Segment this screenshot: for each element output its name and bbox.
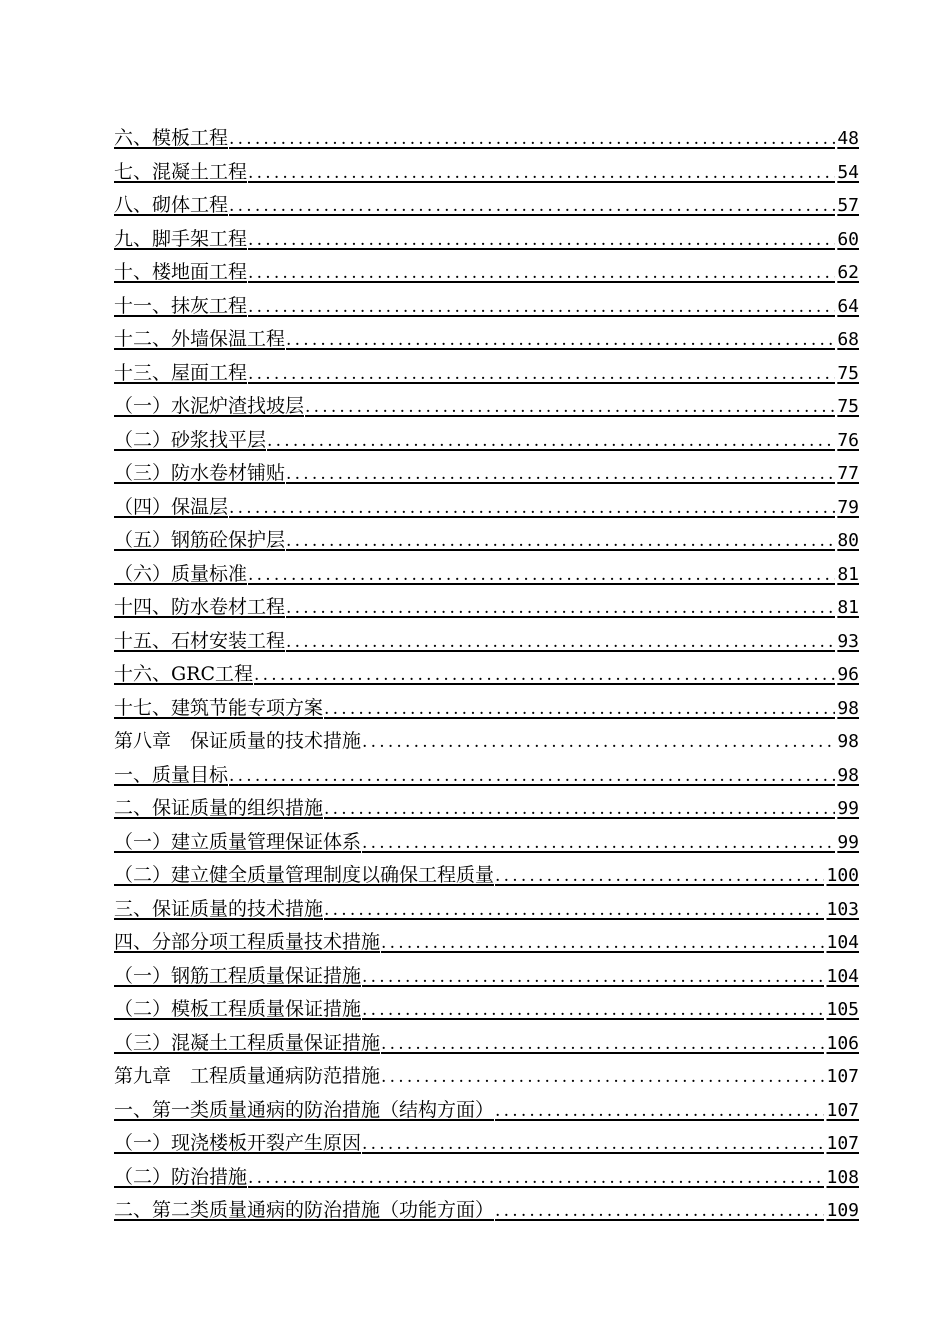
toc-page-number: 98 xyxy=(837,764,859,786)
toc-dot-leader xyxy=(323,793,835,827)
toc-dot-leader xyxy=(494,1195,824,1229)
toc-entry-title: 十三、屋面工程 xyxy=(114,361,248,384)
toc-dot-leader xyxy=(494,1095,824,1129)
toc-entry-link[interactable] xyxy=(114,893,859,927)
toc-entry-link[interactable] xyxy=(114,256,859,290)
toc-entry-title: （三）混凝土工程质量保证措施 xyxy=(114,1031,381,1054)
toc-entry-link[interactable] xyxy=(114,1161,859,1195)
toc-page-number: 107 xyxy=(826,1066,859,1087)
toc-page-number: 109 xyxy=(826,1200,859,1221)
toc-entry-title: 二、第二类质量通病的防治措施（功能方面） xyxy=(114,1199,495,1221)
toc-entry-link[interactable] xyxy=(114,558,859,592)
toc-page-number: 98 xyxy=(837,731,859,752)
toc-entry-link[interactable] xyxy=(114,792,859,826)
toc-dot-leader xyxy=(228,760,835,794)
toc-entry-link[interactable] xyxy=(114,759,859,793)
toc-dot-leader xyxy=(247,1162,824,1196)
toc-dot-leader xyxy=(285,458,835,492)
toc-dot-leader xyxy=(323,894,824,928)
toc-page-number: 75 xyxy=(837,362,859,384)
toc-entry-link[interactable] xyxy=(114,1127,859,1161)
toc-page-number: 107 xyxy=(826,1133,859,1154)
toc-dot-leader xyxy=(323,693,835,727)
toc-entry-title: 十二、外墙保温工程 xyxy=(114,328,286,350)
toc-entry-link[interactable] xyxy=(114,524,859,558)
toc-entry-link[interactable] xyxy=(114,122,859,156)
toc-dot-leader xyxy=(380,1061,824,1095)
toc-dot-leader xyxy=(247,157,835,191)
toc-entry-title: 十四、防水卷材工程 xyxy=(114,596,286,618)
toc-entry-link[interactable] xyxy=(114,323,859,357)
toc-page-number: 76 xyxy=(837,429,859,451)
toc-entry-title: （二）防治措施 xyxy=(114,1165,248,1188)
toc-entry-title: 十五、石材安装工程 xyxy=(114,629,286,652)
toc-dot-leader xyxy=(361,726,835,760)
toc-page-number: 81 xyxy=(837,597,859,618)
toc-entry-link[interactable] xyxy=(114,1094,859,1128)
toc-page-number: 106 xyxy=(826,1032,859,1054)
toc-dot-leader xyxy=(361,1128,824,1162)
toc-entry-title: 三、保证质量的技术措施 xyxy=(114,897,324,920)
toc-entry-title: （四）保温层 xyxy=(114,495,229,518)
toc-entry-title: （一）钢筋工程质量保证措施 xyxy=(114,964,362,987)
toc-entry-title: 十、楼地面工程 xyxy=(114,261,248,283)
toc-entry-title: （五）钢筋砼保护层 xyxy=(114,529,286,551)
toc-entry-title: （一）水泥炉渣找坡层 xyxy=(114,395,305,417)
toc-page-number: 64 xyxy=(837,295,859,317)
toc-entry-link[interactable] xyxy=(114,926,859,960)
toc-dot-leader xyxy=(380,927,824,961)
toc-entry-link[interactable] xyxy=(114,591,859,625)
toc-dot-leader xyxy=(361,961,824,995)
toc-entry-title: （二）模板工程质量保证措施 xyxy=(114,998,362,1020)
toc-dot-leader xyxy=(228,123,835,157)
toc-page-number: 48 xyxy=(837,128,859,149)
toc-dot-leader xyxy=(228,190,835,224)
toc-entry-title: 十七、建筑节能专项方案 xyxy=(114,696,324,719)
toc-chapter-heading xyxy=(114,725,859,759)
toc-chapter-heading xyxy=(114,1060,859,1094)
toc-entry-title: （二）建立健全质量管理制度以确保工程质量 xyxy=(114,864,495,886)
toc-dot-leader xyxy=(285,324,835,358)
toc-dot-leader xyxy=(304,391,835,425)
toc-page-number: 99 xyxy=(837,798,859,819)
toc-entry-title: 第八章 保证质量的技术措施 xyxy=(114,730,362,752)
toc-dot-leader xyxy=(494,860,824,894)
toc-entry-title: 一、第一类质量通病的防治措施（结构方面） xyxy=(114,1098,495,1121)
toc-page-number: 68 xyxy=(837,329,859,350)
toc-dot-leader xyxy=(247,257,835,291)
toc-dot-leader xyxy=(361,994,824,1028)
toc-entry-link[interactable] xyxy=(114,290,859,324)
toc-page-number: 81 xyxy=(837,563,859,585)
toc-entry-link[interactable] xyxy=(114,424,859,458)
toc-dot-leader xyxy=(285,626,835,660)
toc-page-number: 57 xyxy=(837,195,859,216)
toc-page-number: 80 xyxy=(837,530,859,551)
toc-entry-title: （一）建立质量管理保证体系 xyxy=(114,830,362,853)
toc-entry-link[interactable] xyxy=(114,189,859,223)
toc-page-number: 79 xyxy=(837,496,859,518)
toc-entry-link[interactable] xyxy=(114,357,859,391)
toc-dot-leader xyxy=(247,559,835,593)
toc-page-number: 100 xyxy=(826,865,859,886)
toc-page-number: 99 xyxy=(837,831,859,853)
toc-page-number: 107 xyxy=(826,1099,859,1121)
toc-entry-link[interactable] xyxy=(114,859,859,893)
toc-entry-title: 第九章 工程质量通病防范措施 xyxy=(114,1065,381,1087)
toc-entry-title: （二）砂浆找平层 xyxy=(114,428,267,451)
toc-entry-link[interactable] xyxy=(114,1194,859,1228)
toc-entry-link[interactable] xyxy=(114,826,859,860)
toc-dot-leader xyxy=(247,358,835,392)
toc-entry-title: 七、混凝土工程 xyxy=(114,160,248,183)
toc-dot-leader xyxy=(266,425,835,459)
toc-dot-leader xyxy=(380,1028,824,1062)
toc-page-number: 98 xyxy=(837,697,859,719)
toc-page-number: 103 xyxy=(826,898,859,920)
toc-entry-link[interactable] xyxy=(114,457,859,491)
toc-entry-title: （一）现浇楼板开裂产生原因 xyxy=(114,1132,362,1154)
toc-entry-link[interactable] xyxy=(114,223,859,257)
toc-dot-leader xyxy=(253,659,835,693)
toc-page-number: 104 xyxy=(826,965,859,987)
toc-dot-leader xyxy=(285,592,835,626)
toc-page-number: 96 xyxy=(837,664,859,685)
toc-dot-leader xyxy=(228,492,835,526)
toc-entry-link[interactable] xyxy=(114,993,859,1027)
toc-page-number: 104 xyxy=(826,932,859,953)
toc-entry-link[interactable] xyxy=(114,1027,859,1061)
toc-entry-title: 九、脚手架工程 xyxy=(114,227,248,250)
toc-entry-title: 十六、GRC工程 xyxy=(114,663,254,685)
toc-page-number: 54 xyxy=(837,161,859,183)
toc-page-number: 75 xyxy=(837,396,859,417)
toc-page-number: 108 xyxy=(826,1166,859,1188)
toc-entry-link[interactable] xyxy=(114,390,859,424)
toc-entry-link[interactable] xyxy=(114,960,859,994)
toc-entry-link[interactable] xyxy=(114,658,859,692)
toc-entry-title: （三）防水卷材铺贴 xyxy=(114,462,286,484)
toc-page-number: 93 xyxy=(837,630,859,652)
toc-entry-title: 二、保证质量的组织措施 xyxy=(114,797,324,819)
toc-page-number: 77 xyxy=(837,463,859,484)
toc-dot-leader xyxy=(285,525,835,559)
toc-entry-link[interactable] xyxy=(114,491,859,525)
toc-entry-title: 六、模板工程 xyxy=(114,127,229,149)
toc-dot-leader xyxy=(361,827,835,861)
toc-entry-link[interactable] xyxy=(114,625,859,659)
toc-dot-leader xyxy=(247,224,835,258)
toc-dot-leader xyxy=(247,291,835,325)
toc-entry-title: 八、砌体工程 xyxy=(114,194,229,216)
toc-page-number: 62 xyxy=(837,262,859,283)
toc-entry-link[interactable] xyxy=(114,692,859,726)
toc-entry-title: 十一、抹灰工程 xyxy=(114,294,248,317)
toc-page-number: 60 xyxy=(837,228,859,250)
toc-entry-title: 一、质量目标 xyxy=(114,763,229,786)
toc-entry-title: （六）质量标准 xyxy=(114,562,248,585)
table-of-contents xyxy=(114,122,859,1228)
toc-entry-link[interactable] xyxy=(114,156,859,190)
toc-page-number: 105 xyxy=(826,999,859,1020)
toc-entry-title: 四、分部分项工程质量技术措施 xyxy=(114,931,381,953)
